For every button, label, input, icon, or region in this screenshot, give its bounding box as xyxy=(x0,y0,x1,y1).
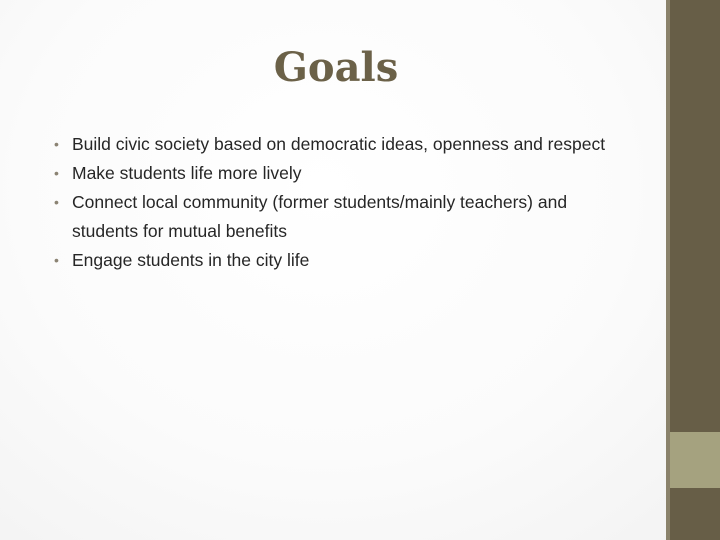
bullet-icon: • xyxy=(54,194,59,210)
bullet-item xyxy=(52,130,632,159)
bullet-text: Build civic society based on democratic ideas, openness and respect xyxy=(72,134,606,154)
bullet-text: Engage students in the city life xyxy=(72,250,310,270)
bullet-item xyxy=(52,246,632,275)
bullet-icon: • xyxy=(54,252,59,268)
bullet-item xyxy=(52,188,632,246)
bullet-icon: • xyxy=(54,136,59,152)
decorative-side-accent xyxy=(670,432,720,488)
bullet-list xyxy=(52,130,632,275)
slide-title: Goals xyxy=(273,44,399,91)
bullet-text: Make students life more lively xyxy=(72,163,302,183)
bullet-item xyxy=(52,159,632,188)
bullet-text: Connect local community (former students/mainly teachers) and students for mutual benefits xyxy=(72,192,568,241)
bullet-icon: • xyxy=(54,165,59,181)
